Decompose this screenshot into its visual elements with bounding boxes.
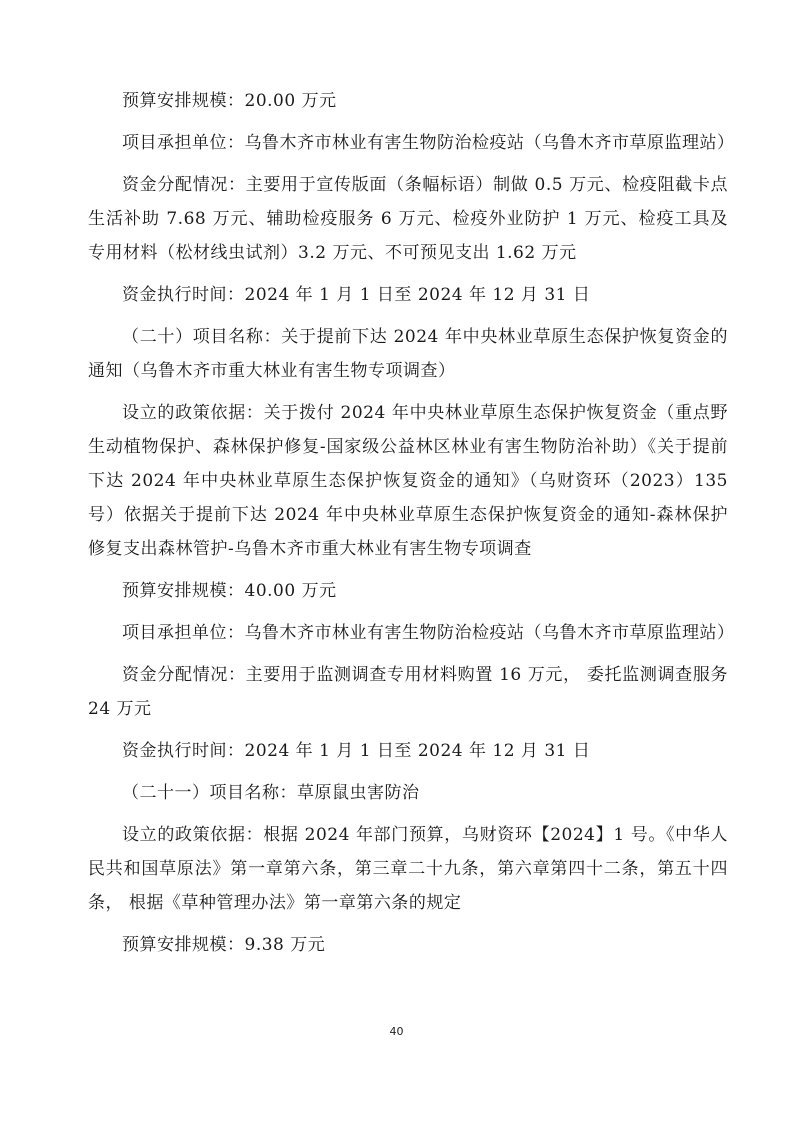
budget-scale-item-21: 预算安排规模：9.38 万元 — [122, 935, 326, 955]
budget-scale-item-20: 预算安排规模：40.00 万元 — [122, 581, 337, 601]
responsible-unit-item-19: 项目承担单位：乌鲁木齐市林业有害生物防治检疫站（乌鲁木齐市草原监理站） — [122, 133, 735, 153]
project-name-item-20: （二十）项目名称：关于提前下达 2024 年中央林业草原生态保护恢复资金的通知（乌鲁木齐市重大林业有害生物专项调查） — [88, 327, 728, 381]
document-body — [88, 84, 735, 970]
policy-basis-item-21: 设立的政策依据：根据 2024 年部门预算，乌财资环【2024】1 号。《中华人民共和国草原法》第一章第六条，第三章二十九条，第六章第四十二条，第五十四条， 根据《草种管理办法》第一章第六条的规定 — [88, 825, 728, 913]
execution-period-item-20: 资金执行时间：2024 年 1 月 1 日至 2024 年 12 月 31 日 — [122, 741, 591, 761]
budget-scale-item-19: 预算安排规模：20.00 万元 — [122, 91, 337, 111]
page-number: 40 — [389, 1025, 404, 1038]
fund-allocation-item-19: 资金分配情况：主要用于宣传版面（条幅标语）制做 0.5 万元、检疫阻截卡点生活补助 7.68 万元、辅助检疫服务 6 万元、检疫外业防护 1 万元、检疫工具及专用材料（松材线虫试剂）3.2 万元、不可预见支出 1.62 万元 — [88, 175, 728, 263]
execution-period-item-19: 资金执行时间：2024 年 1 月 1 日至 2024 年 12 月 31 日 — [122, 285, 591, 305]
responsible-unit-item-20: 项目承担单位：乌鲁木齐市林业有害生物防治检疫站（乌鲁木齐市草原监理站） — [122, 623, 735, 643]
project-name-item-21: （二十一）项目名称：草原鼠虫害防治 — [122, 783, 420, 803]
policy-basis-item-20: 设立的政策依据：关于拨付 2024 年中央林业草原生态保护恢复资金（重点野生动植物保护、森林保护修复-国家级公益林区林业有害生物防治补助）《关于提前下达 2024 年中央林业草原生态保护恢复资金的通知》（乌财资环（2023）135 号）依据关于提前下达 2024 年中央林业草原生态保护恢复资金的通知-森林保护修复支出森林管护-乌鲁木齐市重大林业有害生物专项调查 — [88, 403, 728, 559]
fund-allocation-item-20: 资金分配情况：主要用于监测调查专用材料购置 16 万元， 委托监测调查服务 24 万元 — [88, 665, 728, 719]
